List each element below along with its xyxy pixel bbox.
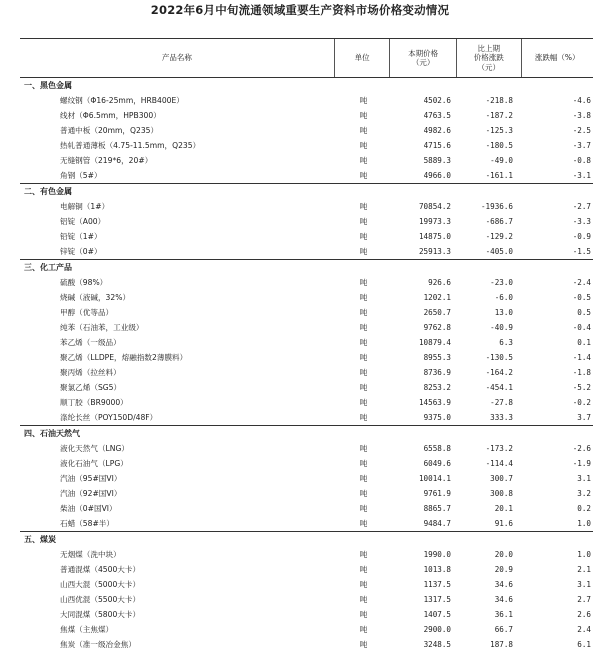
unit-cell: 吨 bbox=[359, 550, 368, 559]
pct-cell: -2.7 bbox=[572, 202, 591, 211]
product-name-cell: 纯苯（石油苯，工业级） bbox=[60, 323, 144, 332]
pct-cell: -0.9 bbox=[572, 232, 591, 241]
price-cell: 8736.9 bbox=[423, 368, 451, 377]
table-row bbox=[20, 214, 593, 229]
pct-cell: -1.4 bbox=[572, 353, 591, 362]
table-row bbox=[20, 335, 593, 350]
pct-cell: 0.5 bbox=[577, 308, 591, 317]
price-cell: 5889.3 bbox=[423, 156, 451, 165]
section-label: 四、石油天然气 bbox=[24, 429, 80, 438]
section-row bbox=[20, 259, 593, 275]
price-cell: 6049.6 bbox=[423, 459, 451, 468]
pct-cell: 3.1 bbox=[577, 580, 591, 589]
pct-cell: -1.9 bbox=[572, 459, 591, 468]
product-name-cell: 焦炭（准一级冶金焦） bbox=[60, 640, 136, 649]
change-cell: 187.8 bbox=[490, 640, 513, 649]
unit-cell: 吨 bbox=[359, 217, 368, 226]
change-cell: 20.1 bbox=[494, 504, 513, 513]
unit-cell: 吨 bbox=[359, 278, 368, 287]
price-table bbox=[20, 38, 593, 652]
table-row bbox=[20, 275, 593, 290]
pct-cell: 2.6 bbox=[577, 610, 591, 619]
unit-cell: 吨 bbox=[359, 202, 368, 211]
pct-cell: 2.1 bbox=[577, 565, 591, 574]
unit-cell: 吨 bbox=[359, 580, 368, 589]
unit-cell: 吨 bbox=[359, 156, 368, 165]
product-name-cell: 热轧普通薄板（4.75-11.5mm，Q235） bbox=[60, 141, 201, 150]
unit-cell: 吨 bbox=[359, 519, 368, 528]
price-cell: 4715.6 bbox=[423, 141, 451, 150]
unit-cell: 吨 bbox=[359, 504, 368, 513]
change-cell: 13.0 bbox=[494, 308, 513, 317]
section-row bbox=[20, 531, 593, 547]
product-name-cell: 锌锭（0#） bbox=[60, 247, 102, 256]
pct-cell: -0.8 bbox=[572, 156, 591, 165]
unit-cell: 吨 bbox=[359, 565, 368, 574]
change-cell: 20.9 bbox=[494, 565, 513, 574]
price-cell: 14563.9 bbox=[418, 398, 451, 407]
pct-cell: 3.2 bbox=[577, 489, 591, 498]
pct-cell: 0.1 bbox=[577, 338, 591, 347]
price-cell: 4982.6 bbox=[423, 126, 451, 135]
change-cell: 333.3 bbox=[490, 413, 513, 422]
price-cell: 8253.2 bbox=[423, 383, 451, 392]
product-name-cell: 无烟煤（洗中块） bbox=[60, 550, 121, 559]
page-title: 2022年6月中旬流通领域重要生产资料市场价格变动情况 bbox=[150, 3, 450, 17]
unit-cell: 吨 bbox=[359, 368, 368, 377]
product-name-cell: 涤纶长丝（POY150D/48F） bbox=[60, 413, 158, 422]
unit-cell: 吨 bbox=[359, 459, 368, 468]
change-cell: -6.0 bbox=[494, 293, 513, 302]
product-name-cell: 聚乙烯（LLDPE，熔融指数2薄膜料） bbox=[60, 353, 188, 362]
price-cell: 1990.0 bbox=[423, 550, 451, 559]
change-cell: -27.8 bbox=[490, 398, 513, 407]
price-cell: 4763.5 bbox=[423, 111, 451, 120]
change-cell: -405.0 bbox=[485, 247, 513, 256]
unit-cell: 吨 bbox=[359, 398, 368, 407]
pct-cell: -1.5 bbox=[572, 247, 591, 256]
product-name-cell: 螺纹钢（Φ16-25mm，HRB400E） bbox=[60, 96, 184, 105]
change-cell: 300.7 bbox=[490, 474, 513, 483]
unit-cell: 吨 bbox=[359, 323, 368, 332]
table-row bbox=[20, 138, 593, 153]
pct-cell: -4.6 bbox=[572, 96, 591, 105]
change-cell: -1936.6 bbox=[480, 202, 513, 211]
section-label: 三、化工产品 bbox=[24, 263, 72, 272]
change-cell: -161.1 bbox=[485, 171, 513, 180]
table-header bbox=[20, 39, 593, 78]
pct-cell: 0.2 bbox=[577, 504, 591, 513]
product-name-cell: 无缝钢管（219*6，20#） bbox=[60, 156, 153, 165]
unit-cell: 吨 bbox=[359, 413, 368, 422]
change-cell: -454.1 bbox=[485, 383, 513, 392]
product-name-cell: 线材（Φ6.5mm，HPB300） bbox=[60, 111, 161, 120]
price-cell: 8955.3 bbox=[423, 353, 451, 362]
table-row bbox=[20, 320, 593, 335]
unit-cell: 吨 bbox=[359, 610, 368, 619]
change-cell: -187.2 bbox=[485, 111, 513, 120]
header-price: 本期价格 （元） bbox=[390, 39, 457, 77]
product-name-cell: 山西优混（5500大卡） bbox=[60, 595, 141, 604]
price-cell: 6558.8 bbox=[423, 444, 451, 453]
product-name-cell: 液化天然气（LNG） bbox=[60, 444, 129, 453]
unit-cell: 吨 bbox=[359, 126, 368, 135]
pct-cell: 2.4 bbox=[577, 625, 591, 634]
price-cell: 926.6 bbox=[428, 278, 451, 287]
price-cell: 70854.2 bbox=[418, 202, 451, 211]
table-row bbox=[20, 547, 593, 562]
header-change: 比上期 价格涨跌 （元） bbox=[457, 39, 522, 77]
header-unit: 单位 bbox=[335, 39, 391, 77]
pct-cell: -5.2 bbox=[572, 383, 591, 392]
change-cell: -114.4 bbox=[485, 459, 513, 468]
price-cell: 10014.1 bbox=[418, 474, 451, 483]
product-name-cell: 汽油（92#国VI） bbox=[60, 489, 122, 498]
change-cell: -129.2 bbox=[485, 232, 513, 241]
table-row bbox=[20, 305, 593, 320]
unit-cell: 吨 bbox=[359, 383, 368, 392]
table-row bbox=[20, 486, 593, 501]
unit-cell: 吨 bbox=[359, 595, 368, 604]
price-cell: 3248.5 bbox=[423, 640, 451, 649]
product-name-cell: 聚氯乙烯（SG5） bbox=[60, 383, 122, 392]
product-name-cell: 普通混煤（4500大卡） bbox=[60, 565, 141, 574]
product-name-cell: 铅锭（1#） bbox=[60, 232, 102, 241]
section-label: 五、煤炭 bbox=[24, 535, 56, 544]
pct-cell: 1.0 bbox=[577, 519, 591, 528]
header-pct: 涨跌幅（%） bbox=[534, 53, 580, 63]
price-cell: 14875.0 bbox=[418, 232, 451, 241]
table-row bbox=[20, 123, 593, 138]
pct-cell: -2.4 bbox=[572, 278, 591, 287]
table-row bbox=[20, 501, 593, 516]
unit-cell: 吨 bbox=[359, 474, 368, 483]
pct-cell: 3.1 bbox=[577, 474, 591, 483]
unit-cell: 吨 bbox=[359, 640, 368, 649]
pct-cell: -3.1 bbox=[572, 171, 591, 180]
pct-cell: -1.8 bbox=[572, 368, 591, 377]
unit-cell: 吨 bbox=[359, 293, 368, 302]
change-cell: 66.7 bbox=[494, 625, 513, 634]
price-cell: 19973.3 bbox=[418, 217, 451, 226]
product-name-cell: 聚丙烯（拉丝料） bbox=[60, 368, 121, 377]
table-row bbox=[20, 410, 593, 425]
product-name-cell: 汽油（95#国VI） bbox=[60, 474, 122, 483]
product-name-cell: 大同混煤（5800大卡） bbox=[60, 610, 141, 619]
unit-cell: 吨 bbox=[359, 141, 368, 150]
table-row bbox=[20, 471, 593, 486]
pct-cell: 2.7 bbox=[577, 595, 591, 604]
product-name-cell: 普通中板（20mm，Q235） bbox=[60, 126, 159, 135]
product-name-cell: 硫酸（98%） bbox=[60, 278, 108, 287]
table-row bbox=[20, 93, 593, 108]
product-name-cell: 石蜡（58#半） bbox=[60, 519, 114, 528]
change-cell: -164.2 bbox=[485, 368, 513, 377]
product-name-cell: 角钢（5#） bbox=[60, 171, 102, 180]
change-cell: 34.6 bbox=[494, 580, 513, 589]
pct-cell: -0.4 bbox=[572, 323, 591, 332]
product-name-cell: 苯乙烯（一级品） bbox=[60, 338, 121, 347]
unit-cell: 吨 bbox=[359, 338, 368, 347]
table-row bbox=[20, 108, 593, 123]
pct-cell: -3.8 bbox=[572, 111, 591, 120]
change-cell: -125.3 bbox=[485, 126, 513, 135]
table-row bbox=[20, 350, 593, 365]
table-row bbox=[20, 441, 593, 456]
product-name-cell: 甲醇（优等品） bbox=[60, 308, 114, 317]
unit-cell: 吨 bbox=[359, 444, 368, 453]
price-cell: 2900.0 bbox=[423, 625, 451, 634]
table-row bbox=[20, 516, 593, 531]
section-label: 一、黑色金属 bbox=[24, 81, 72, 90]
change-cell: -130.5 bbox=[485, 353, 513, 362]
table-row bbox=[20, 229, 593, 244]
product-name-cell: 液化石油气（LPG） bbox=[60, 459, 128, 468]
unit-cell: 吨 bbox=[359, 247, 368, 256]
table-row bbox=[20, 380, 593, 395]
price-cell: 4966.0 bbox=[423, 171, 451, 180]
header-product-name: 产品名称 bbox=[20, 39, 335, 77]
product-name-cell: 焦煤（主焦煤） bbox=[60, 625, 114, 634]
change-cell: 36.1 bbox=[494, 610, 513, 619]
price-cell: 4502.6 bbox=[423, 96, 451, 105]
change-cell: 300.8 bbox=[490, 489, 513, 498]
pct-cell: -2.5 bbox=[572, 126, 591, 135]
product-name-cell: 铝锭（A00） bbox=[60, 217, 106, 226]
pct-cell: -0.5 bbox=[572, 293, 591, 302]
change-cell: 6.3 bbox=[499, 338, 513, 347]
table-row bbox=[20, 637, 593, 652]
change-cell: -686.7 bbox=[485, 217, 513, 226]
price-cell: 9761.9 bbox=[423, 489, 451, 498]
price-cell: 9762.8 bbox=[423, 323, 451, 332]
table-row bbox=[20, 365, 593, 380]
change-cell: 34.6 bbox=[494, 595, 513, 604]
price-cell: 2650.7 bbox=[423, 308, 451, 317]
table-row bbox=[20, 168, 593, 183]
unit-cell: 吨 bbox=[359, 232, 368, 241]
section-row bbox=[20, 78, 593, 93]
price-cell: 1137.5 bbox=[423, 580, 451, 589]
section-row bbox=[20, 183, 593, 199]
table-row bbox=[20, 395, 593, 410]
table-row bbox=[20, 592, 593, 607]
table-row bbox=[20, 456, 593, 471]
table-row bbox=[20, 607, 593, 622]
price-cell: 1407.5 bbox=[423, 610, 451, 619]
pct-cell: 6.1 bbox=[577, 640, 591, 649]
unit-cell: 吨 bbox=[359, 308, 368, 317]
product-name-cell: 柴油（0#国VI） bbox=[60, 504, 117, 513]
pct-cell: 3.7 bbox=[577, 413, 591, 422]
pct-cell: -3.3 bbox=[572, 217, 591, 226]
table-row bbox=[20, 577, 593, 592]
price-cell: 1317.5 bbox=[423, 595, 451, 604]
change-cell: -218.8 bbox=[485, 96, 513, 105]
price-cell: 9375.0 bbox=[423, 413, 451, 422]
table-row bbox=[20, 153, 593, 168]
pct-cell: -2.6 bbox=[572, 444, 591, 453]
price-cell: 8865.7 bbox=[423, 504, 451, 513]
pct-cell: 1.0 bbox=[577, 550, 591, 559]
section-row bbox=[20, 425, 593, 441]
price-cell: 1013.8 bbox=[423, 565, 451, 574]
table-row bbox=[20, 562, 593, 577]
change-cell: -23.0 bbox=[490, 278, 513, 287]
change-cell: 20.0 bbox=[494, 550, 513, 559]
unit-cell: 吨 bbox=[359, 625, 368, 634]
table-body bbox=[20, 78, 593, 652]
change-cell: -173.2 bbox=[485, 444, 513, 453]
unit-cell: 吨 bbox=[359, 96, 368, 105]
unit-cell: 吨 bbox=[359, 489, 368, 498]
table-row bbox=[20, 199, 593, 214]
pct-cell: -3.7 bbox=[572, 141, 591, 150]
change-cell: -49.0 bbox=[490, 156, 513, 165]
product-name-cell: 顺丁胶（BR9000） bbox=[60, 398, 128, 407]
unit-cell: 吨 bbox=[359, 111, 368, 120]
table-row bbox=[20, 290, 593, 305]
price-cell: 9484.7 bbox=[423, 519, 451, 528]
section-label: 二、有色金属 bbox=[24, 187, 72, 196]
unit-cell: 吨 bbox=[359, 171, 368, 180]
table-row bbox=[20, 244, 593, 259]
unit-cell: 吨 bbox=[359, 353, 368, 362]
price-cell: 10879.4 bbox=[418, 338, 451, 347]
pct-cell: -0.2 bbox=[572, 398, 591, 407]
price-cell: 25913.3 bbox=[418, 247, 451, 256]
product-name-cell: 山西大混（5000大卡） bbox=[60, 580, 141, 589]
product-name-cell: 烧碱（液碱，32%） bbox=[60, 293, 131, 302]
change-cell: -180.5 bbox=[485, 141, 513, 150]
change-cell: -40.9 bbox=[490, 323, 513, 332]
change-cell: 91.6 bbox=[494, 519, 513, 528]
price-cell: 1202.1 bbox=[423, 293, 451, 302]
product-name-cell: 电解铜（1#） bbox=[60, 202, 110, 211]
table-row bbox=[20, 622, 593, 637]
